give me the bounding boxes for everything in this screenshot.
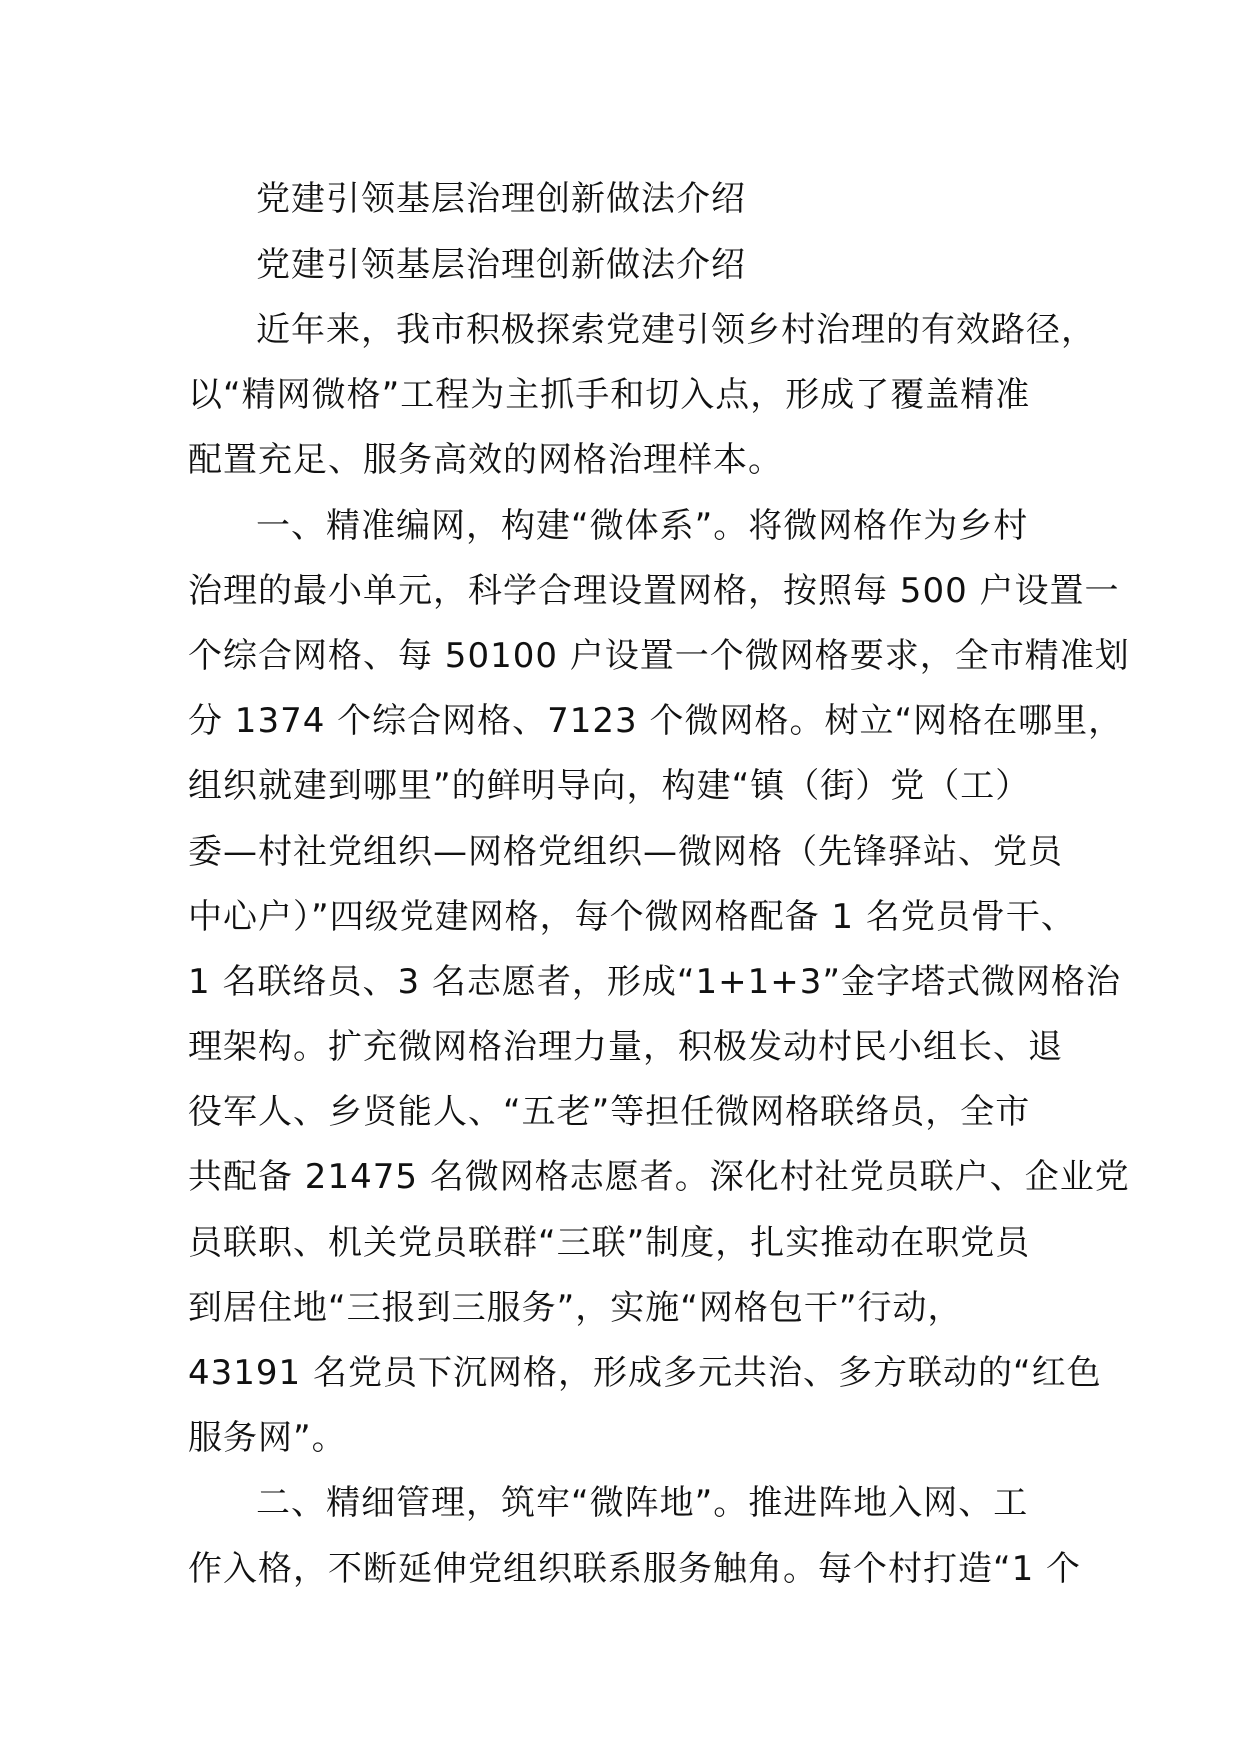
section-one-line: 理架构。扩充微网格治理力量，积极发动村民小组长、退	[188, 1027, 1063, 1068]
section-one-line: 43191 名党员下沉网格，形成多元共治、多方联动的“红色	[188, 1353, 1102, 1393]
section-one-line: 役军人、乡贤能人、“五老”等担任微网格联络员，全市	[188, 1092, 1031, 1133]
section-one-line: 到居住地“三报到三服务”，实施“网格包干”行动，	[188, 1287, 963, 1328]
document-subtitle: 党建引领基层治理创新做法介绍	[256, 245, 746, 285]
section-one-line: 治理的最小单元，科学合理设置网格，按照每 500 户设置一	[188, 570, 1120, 611]
paragraph-intro-line: 以“精网微格”工程为主抓手和切入点，形成了覆盖精准	[188, 375, 1031, 416]
section-one-line: 1 名联络员、3 名志愿者，形成“1+1+3”金字塔式微网格治	[188, 961, 1121, 1002]
section-one-line: 委—村社党组织—网格党组织—微网格（先锋驿站、党员	[188, 831, 1063, 872]
section-one-line: 一、精准编网，构建“微体系”。将微网格作为乡村	[256, 505, 1029, 546]
paragraph-intro-line: 配置充足、服务高效的网格治理样本。	[188, 440, 783, 481]
section-two-line: 作入格，不断延伸党组织联系服务触角。每个村打造“1 个	[188, 1548, 1082, 1589]
document-title: 党建引领基层治理创新做法介绍	[256, 179, 746, 219]
section-one-line: 分 1374 个综合网格、7123 个微网格。树立“网格在哪里，	[188, 701, 1124, 742]
document-page	[188, 166, 1130, 1602]
section-one-line: 员联职、机关党员联群“三联”制度，扎实推动在职党员	[188, 1222, 1031, 1263]
section-two-line: 二、精细管理，筑牢“微阵地”。推进阵地入网、工	[256, 1483, 1029, 1524]
paragraph-intro-line: 近年来，我市积极探索党建引领乡村治理的有效路径，	[256, 310, 1096, 350]
section-one-line: 共配备 21475 名微网格志愿者。深化村社党员联户、企业党	[188, 1157, 1130, 1198]
section-one-line: 个综合网格、每 50100 户设置一个微网格要求，全市精准划	[188, 635, 1130, 676]
section-one-line: 服务网”。	[188, 1418, 347, 1459]
section-one-line: 中心户）”四级党建网格，每个微网格配备 1 名党员骨干、	[188, 896, 1076, 937]
section-one-line: 组织就建到哪里”的鲜明导向，构建“镇（街）党（工）	[188, 766, 1031, 807]
